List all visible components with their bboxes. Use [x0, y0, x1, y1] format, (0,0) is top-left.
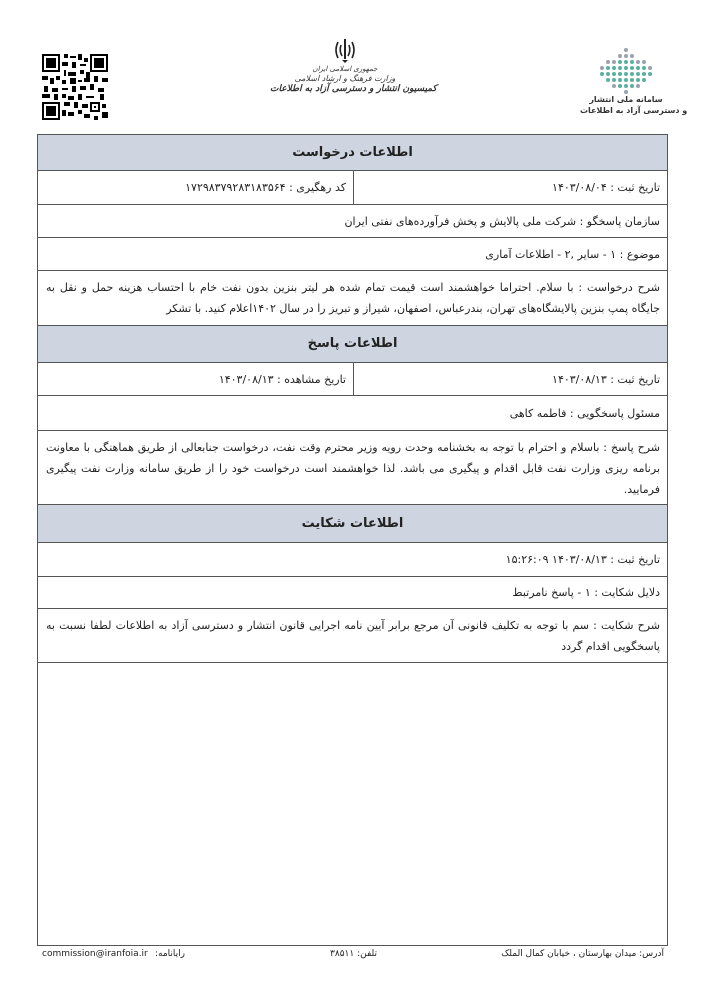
request-section-title: اطلاعات درخواست — [292, 145, 413, 160]
complaint-reasons: دلایل شکایت : ۱ - پاسخ نامرتبط — [512, 586, 660, 599]
request-date-row — [38, 171, 667, 205]
footer-email[interactable]: commission@iranfoia.ir — [42, 949, 148, 959]
dot-grid-logo-icon — [596, 46, 656, 94]
gov-line-3: کمیسیون انتشار و دسترسی آزاد به اطلاعات — [270, 84, 437, 94]
system-name-line-2: و دسترسی آزاد به اطلاعات — [580, 106, 688, 115]
request-registration-date: تاریخ ثبت : ۱۴۰۳/۰۸/۰۴ — [353, 171, 667, 204]
gov-line-1: جمهوری اسلامی ایران — [312, 65, 378, 73]
document-header — [0, 0, 702, 130]
footer-email-label: رایانامه: — [154, 949, 185, 959]
request-description-row — [38, 271, 667, 326]
organization-row — [38, 205, 667, 238]
ministry-logo — [270, 36, 437, 122]
iran-emblem-icon — [331, 36, 359, 64]
gov-line-2: وزارت فرهنگ و ارشاد اسلامی — [294, 74, 396, 83]
response-registration-date: تاریخ ثبت : ۱۴۰۳/۰۸/۱۳ — [353, 363, 667, 395]
responsible-row — [38, 396, 667, 431]
response-description: شرح پاسخ : باسلام و احترام با توجه به بخشنامه وحدت رویه وزیر محترم وقت نفت، درخواست جنابعالی از طریق هماهنگی با معاونت برنامه ریزی وزارت نفت قابل اقدام و پیگیری می باشد. لذا خواهشمند است درخواست خود را از طریق سامانه وزارت نفت پیگیری فرمایید. — [46, 441, 660, 496]
subject-row — [38, 238, 667, 271]
footer-phone: تلفن: ۳۸۵۱۱ — [330, 949, 377, 959]
document-footer — [0, 946, 702, 966]
response-section-title: اطلاعات پاسخ — [307, 336, 398, 351]
request-section-header — [38, 135, 667, 171]
footer-address: آدرس: میدان بهارستان ، خیابان کمال الملک — [501, 949, 664, 959]
complaint-registration-date: تاریخ ثبت : ۱۴۰۳/۰۸/۱۳ ۱۵:۲۶:۰۹ — [505, 553, 660, 566]
request-subject: موضوع : ۱ - سایر ,۲ - اطلاعات آماری — [485, 247, 660, 261]
responding-organization: سازمان پاسخگو : شرکت ملی پالایش و پخش فرآورده‌های نفتی ایران — [344, 214, 660, 228]
complaint-date-row — [38, 543, 667, 577]
response-description-row — [38, 431, 667, 505]
response-view-date: تاریخ مشاهده : ۱۴۰۳/۰۸/۱۳ — [218, 372, 346, 386]
complaint-section-title: اطلاعات شکایت — [301, 516, 404, 531]
system-logo — [580, 46, 688, 126]
response-section-header — [38, 326, 667, 363]
request-tracking-code: کد رهگیری : ۱۷۲۹۸۳۷۹۲۸۳۱۸۳۵۶۴ — [185, 181, 346, 194]
request-form — [37, 134, 668, 946]
qr-code-icon — [42, 54, 108, 120]
complaint-reasons-row — [38, 577, 667, 609]
system-name-line-1: سامانه ملی انتشار — [589, 95, 663, 104]
complaint-description-row — [38, 609, 667, 663]
request-description: شرح درخواست : با سلام. احتراما خواهشمند است قیمت تمام شده هر لیتر بنزین بدون نفت خام با احتساب هزینه حمل و نقل به جایگاه پمپ بنزین پالایشگاه‌های تهران، بندرعباس، اصفهان، شیراز و تبریز را در سال ۱۴۰۲اعلام کنید. با تشکر — [46, 281, 660, 315]
response-responsible: مسئول پاسخگویی : فاطمه کاهی — [509, 406, 660, 420]
response-date-row — [38, 363, 667, 396]
complaint-description: شرح شکایت : سم با توجه به تکلیف قانونی آن مرجع برابر آیین نامه اجرایی قانون انتشار و دسترسی آزاد به اطلاعات لطفا نسبت به پاسخگویی اقدام گردد — [46, 619, 660, 653]
complaint-section-header — [38, 505, 667, 543]
